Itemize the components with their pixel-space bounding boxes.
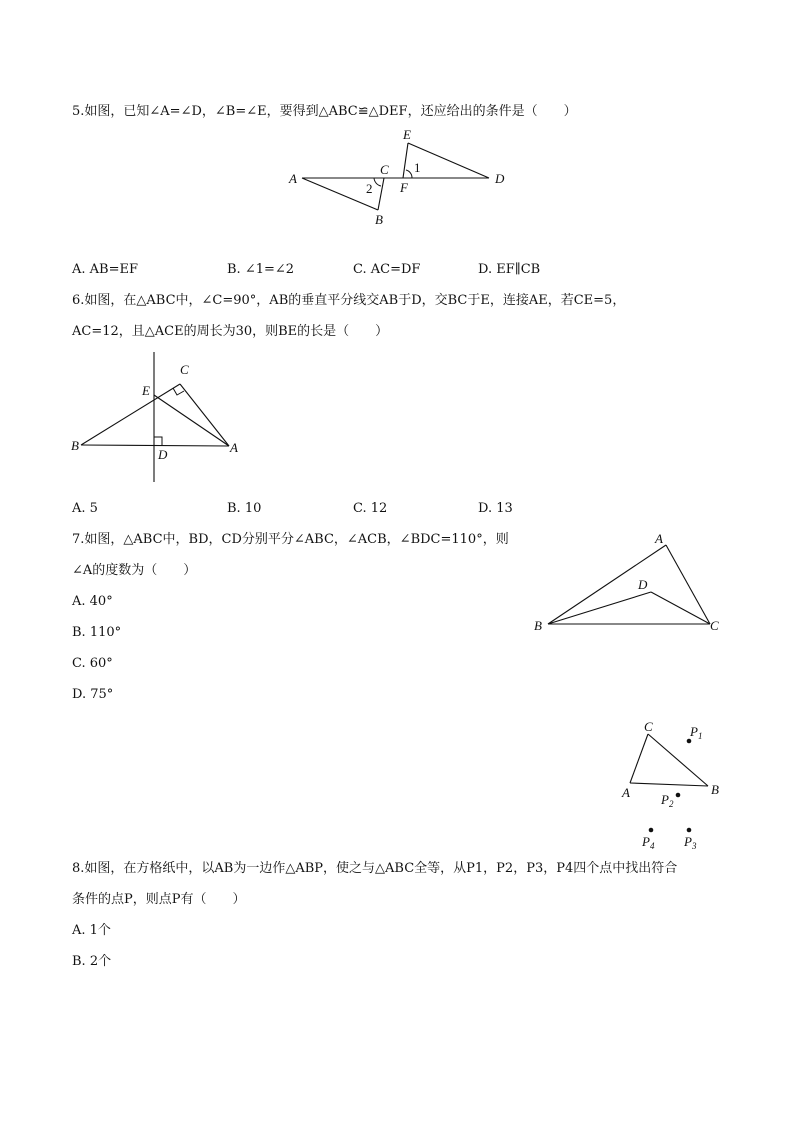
q5-option-c[interactable]: C. AC=DF: [353, 262, 421, 277]
question-number: 6.: [72, 293, 85, 308]
question-stem: 如图，在△ABC中，∠C=90°，AB的垂直平分线交AB于D，交BC于E，连接AE，若CE=5，: [84, 293, 626, 308]
question-8-text-line1: [72, 860, 677, 878]
question-7-text-line1: [72, 531, 509, 549]
question-stem: 如图，已知∠A=∠D，∠B=∠E，要得到△ABC≌△DEF，还应给出的条件是（ ）: [84, 104, 577, 119]
q7-option-b[interactable]: B. 110°: [72, 625, 122, 640]
label-C: C: [710, 618, 719, 633]
label-C: C: [644, 719, 653, 734]
question-stem: 如图，在方格纸中，以AB为一边作△ABP，使之与△ABC全等，从P1，P2，P3，P4四个点中找出符合: [84, 861, 678, 876]
label-F: F: [400, 180, 408, 195]
question-6-text-line2: AC=12，且△ACE的周长为30，则BE的长是（ ）: [72, 324, 389, 339]
label-B: B: [534, 618, 542, 633]
label-A: A: [622, 785, 630, 800]
question-8-text-line2: 条件的点P，则点P有（ ）: [72, 892, 246, 907]
question-number: 5.: [72, 104, 85, 119]
label-D: D: [158, 447, 168, 462]
figure-q6: [66, 350, 246, 486]
question-number: 8.: [72, 861, 85, 876]
q7-option-c[interactable]: C. 60°: [72, 656, 113, 671]
label-D: D: [638, 577, 648, 592]
q8-option-a[interactable]: A. 1个: [72, 923, 111, 938]
question-6-text-line1: [72, 292, 625, 310]
q6-option-a[interactable]: A. 5: [72, 501, 98, 516]
point-p2: [676, 793, 681, 798]
q6-option-b[interactable]: B. 10: [227, 501, 262, 516]
label-p4: $P_4$: [642, 834, 655, 851]
q6-option-c[interactable]: C. 12: [353, 501, 388, 516]
point-p3: [687, 828, 692, 833]
label-C: C: [380, 162, 389, 177]
label-A: A: [655, 531, 663, 546]
label-E: E: [403, 127, 411, 142]
angle-label-2: 2: [366, 181, 373, 196]
q5-option-b[interactable]: B. ∠1=∠2: [227, 262, 295, 277]
question-stem: 如图，△ABC中，BD，CD分别平分∠ABC，∠ACB，∠BDC=110°，则: [84, 532, 509, 547]
q7-option-a[interactable]: A. 40°: [72, 594, 113, 609]
label-p2: $P_2$: [661, 792, 674, 809]
label-B: B: [711, 782, 719, 797]
label-B: B: [375, 212, 383, 227]
q5-option-d[interactable]: D. EF∥CB: [478, 262, 541, 277]
angle-label-1: 1: [414, 160, 421, 175]
q7-option-d[interactable]: D. 75°: [72, 687, 114, 702]
question-5-text: [72, 103, 577, 121]
figure-q7: [528, 528, 728, 638]
label-p1: $P_1$: [690, 724, 703, 741]
point-p1: [687, 739, 692, 744]
figure-q5: [280, 124, 520, 230]
label-A: A: [289, 171, 297, 186]
question-number: 7.: [72, 532, 85, 547]
question-7-text-line2: ∠A的度数为（ ）: [72, 563, 197, 578]
figure-q8: [612, 712, 732, 854]
point-p4: [649, 828, 654, 833]
label-p3: $P_3$: [684, 834, 697, 851]
q8-option-b[interactable]: B. 2个: [72, 954, 112, 969]
label-D: D: [495, 171, 505, 186]
q5-option-a[interactable]: A. AB=EF: [72, 262, 138, 277]
label-E: E: [142, 383, 150, 398]
q6-option-d[interactable]: D. 13: [478, 501, 513, 516]
label-C: C: [180, 362, 189, 377]
label-A: A: [230, 440, 238, 455]
label-B: B: [71, 438, 79, 453]
